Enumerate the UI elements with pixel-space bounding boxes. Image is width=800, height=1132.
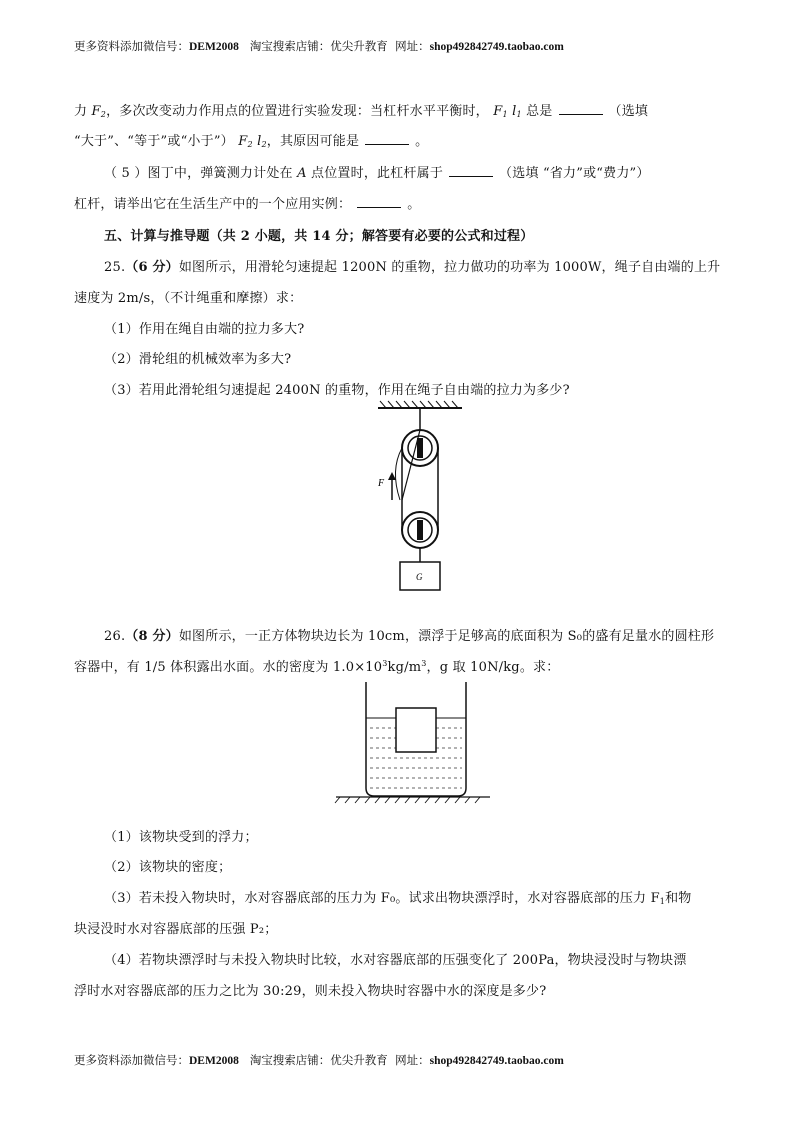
q26-text: ，g 取 10N/kg。求：: [426, 660, 560, 675]
q24-text: 点位置时，此杠杆属于: [311, 166, 444, 181]
point-a-label: A: [297, 166, 307, 181]
pulley-figure: [360, 400, 480, 595]
q26-sub-4-line-1: （4）若物块漂浮时与未投入物块时比较，水对容器底部的压强变化了 200Pa，物块浸没时与物块漂: [104, 953, 687, 968]
footer-site: shop492842749.taobao.com: [429, 1055, 564, 1067]
page-header: [74, 38, 564, 54]
q26-text: （3）若未投入物块时，水对容器底部的压力为 F₀。试求出物块漂浮时，水对容器底部的压力 F: [104, 891, 660, 906]
floating-block: [396, 708, 436, 752]
footer-wechat: DEM2008: [189, 1055, 239, 1067]
q24-text: 总是: [526, 104, 553, 119]
q25-line-1: [104, 256, 720, 275]
q26-sub-3-line-1: [104, 887, 692, 906]
question-number: 25.: [104, 260, 126, 275]
weight-g-label: G: [416, 572, 423, 582]
q24-line-2: [74, 130, 428, 149]
q24-text: ，其原因可能是: [266, 134, 360, 149]
q24-part5-line-1: [104, 162, 650, 181]
q25-sub-1: （1）作用在绳自由端的拉力多大?: [104, 322, 305, 337]
q25-line-2: 速度为 2m/s，（不计绳重和摩擦）求：: [74, 291, 303, 306]
answer-blank[interactable]: [559, 104, 603, 115]
q25-sub-2: （2）滑轮组的机械效率为多大?: [104, 352, 292, 367]
q26-text: 容器中，有 1/5 体积露出水面。水的密度为 1.0×10: [74, 660, 383, 675]
q25-text: 如图所示，用滑轮匀速提起 1200N 的重物，拉力做功的功率为 1000W，绳子自由端的上升: [178, 260, 721, 275]
q26-line-2: [74, 656, 559, 675]
q24-text: “大于”、“等于”或“小于”）: [74, 134, 234, 149]
section-title: 五、计算与推导题（共 2 小题，共 14 分；解答要有必要的公式和过程）: [104, 229, 534, 244]
q26-text: 如图所示，一正方体物块边长为 10cm，漂浮于足够高的底面积为 S₀的盛有足量水的圆柱形: [178, 629, 715, 644]
var-f2: $F_2$: [91, 104, 107, 119]
force-f-label: F: [378, 478, 385, 489]
q26-line-1: [104, 625, 714, 644]
q24-text: （选填: [608, 104, 649, 119]
footer-prefix: 更多资料添加微信号：: [74, 1053, 189, 1067]
footer-site-label: 网址：: [395, 1053, 430, 1067]
answer-blank[interactable]: [365, 134, 409, 145]
q24-line-1: [74, 100, 648, 119]
header-site-label: 网址：: [395, 39, 430, 53]
container-figure: [330, 680, 500, 805]
q24-text: 。: [407, 197, 421, 212]
q26-sub-3-line-2: 块浸没时水对容器底部的压强 P₂；: [74, 922, 278, 937]
header-shop: 淘宝搜索店铺：优尖升教育: [249, 39, 388, 53]
superscript: 3: [382, 659, 388, 668]
question-number: 26.: [104, 629, 126, 644]
answer-blank[interactable]: [449, 166, 493, 177]
q24-text: 力: [74, 104, 88, 119]
superscript: 3: [421, 659, 427, 668]
q26-sub-4-line-2: 浮时水对容器底部的压力之比为 30:29，则未投入物块时容器中水的深度是多少?: [74, 984, 547, 999]
subscript: 1: [659, 897, 666, 906]
q26-sub-2: （2）该物块的密度；: [104, 860, 232, 875]
q24-text: 。: [415, 134, 429, 149]
var-f1l1: $F_1$ $l_1$: [493, 104, 522, 119]
q24-part5-line-2: [74, 193, 420, 212]
answer-blank[interactable]: [357, 197, 401, 208]
q25-sub-3: （3）若用此滑轮组匀速提起 2400N 的重物，作用在绳子自由端的拉力为多少?: [104, 383, 570, 398]
question-score: （6 分）: [125, 260, 179, 275]
q24-text: ，多次改变动力作用点的位置进行实验发现：当杠杆水平平衡时，: [106, 104, 489, 119]
q26-text: kg/m: [387, 660, 422, 675]
var-f2l2: $F_2$ $l_2$: [238, 134, 267, 149]
page-footer: [74, 1052, 564, 1068]
header-site: shop492842749.taobao.com: [429, 41, 564, 53]
q26-sub-1: （1）该物块受到的浮力；: [104, 830, 258, 845]
q24-text: 杠杆，请举出它在生活生产中的一个应用实例：: [74, 197, 352, 212]
footer-shop: 淘宝搜索店铺：优尖升教育: [249, 1053, 388, 1067]
header-wechat: DEM2008: [189, 41, 239, 53]
q24-text: （选填 “省力”或“费力”）: [499, 166, 650, 181]
question-score: （8 分）: [125, 629, 179, 644]
q24-text: （ 5 ）图丁中，弹簧测力计处在: [104, 166, 293, 181]
header-prefix: 更多资料添加微信号：: [74, 39, 189, 53]
q26-text: 和物: [665, 891, 692, 906]
